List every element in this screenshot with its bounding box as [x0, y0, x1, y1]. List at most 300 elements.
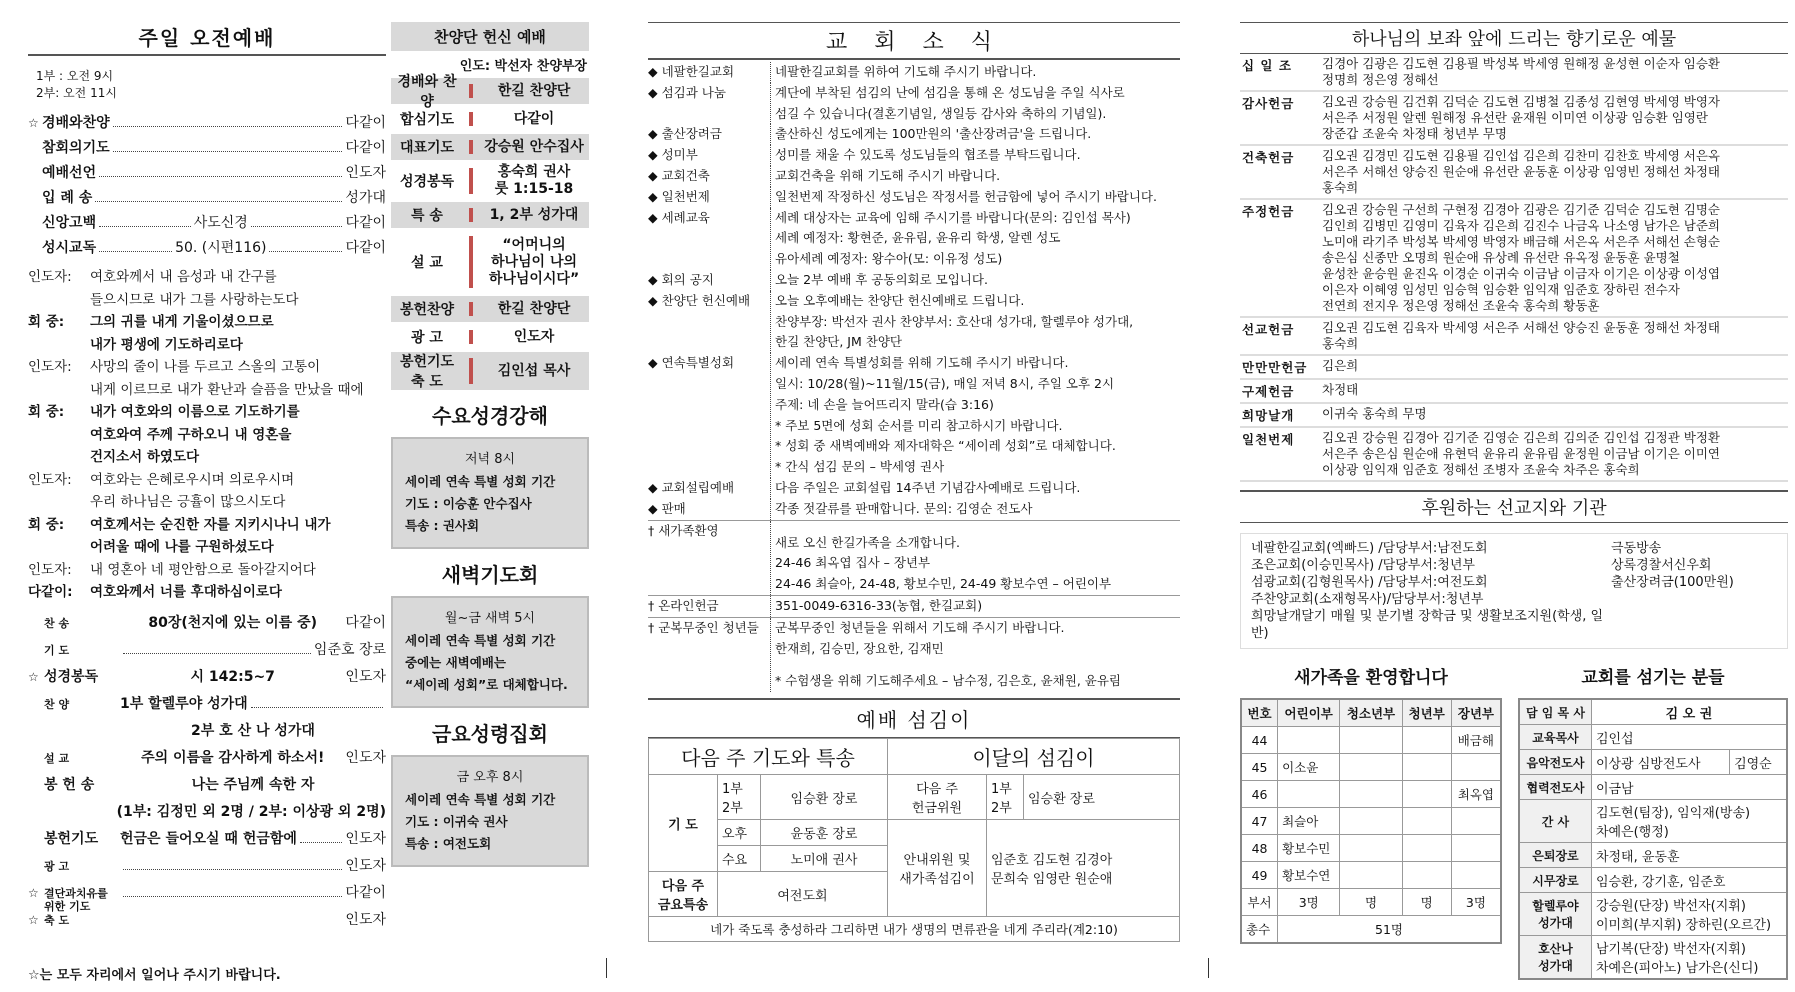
news-line: 다음 주일은 교회설립 14주년 기념감사예배로 드립니다. — [775, 479, 1081, 495]
responsive-reading — [28, 266, 386, 604]
order-label: 예배선언 — [42, 165, 97, 181]
news-item — [648, 478, 1180, 499]
new-family-row — [1241, 835, 1501, 862]
support-title: 후원하는 선교지와 기관 — [1240, 490, 1788, 523]
order-row — [28, 693, 386, 720]
new-family-cell — [1278, 781, 1340, 808]
dotted-leader — [123, 868, 342, 870]
news-label: † 새가족환영 — [648, 522, 719, 538]
servant-role: 교육목사 — [1519, 725, 1591, 750]
new-family-cell: 황보수연 — [1278, 862, 1340, 889]
responsive-line — [28, 536, 386, 559]
order-leader: 인도자 — [345, 165, 386, 181]
news-label: ◆ 연속특별성회 — [648, 355, 735, 371]
dotted-leader — [300, 841, 343, 843]
responsive-text: 내가 평생에 기도하리로다 — [90, 336, 243, 353]
choir-order-value: 강승원 안수집사 — [484, 138, 584, 155]
choir-order-row — [391, 322, 589, 350]
box-line: 특송 : 여전도회 — [405, 836, 492, 851]
news-item — [648, 270, 1180, 291]
servant-row — [1519, 725, 1787, 750]
order-label: 봉 헌 송 — [44, 776, 95, 793]
choir-order-label: 설 교 — [411, 255, 443, 271]
new-family-cell — [1340, 727, 1402, 754]
usher-names: 임준호 김도현 김경아 문희숙 임영란 원순애 — [986, 820, 1179, 917]
new-family-cell: 47 — [1241, 808, 1278, 835]
order-row — [28, 882, 386, 913]
church-news-list — [648, 62, 1180, 692]
choir-service-title: 찬양단 헌신 예배 — [391, 22, 589, 51]
dept-count-cell: 부서 — [1241, 889, 1278, 916]
choir-service-order — [391, 76, 589, 390]
standing-note: ☆는 모두 자리에서 일어나 주시기 바랍니다. — [28, 967, 281, 983]
servant-row — [1519, 868, 1787, 893]
choir-service-column — [391, 22, 589, 867]
dept-count-row — [1241, 889, 1501, 916]
offering-row — [1240, 145, 1788, 199]
responsive-text: 건지소서 하였도다 — [90, 449, 200, 465]
news-line: 한길 찬양단, JM 찬양단 — [775, 334, 902, 350]
box-line: 특송 : 권사회 — [405, 518, 480, 533]
news-item — [648, 353, 1180, 478]
friday-title: 금요성령집회 — [432, 722, 548, 746]
dotted-leader — [123, 895, 342, 897]
order-row — [28, 112, 386, 137]
order-label: 광 고 — [44, 859, 70, 873]
offering-row — [1240, 427, 1788, 481]
servant-role: 간 사 — [1519, 800, 1591, 843]
order-detail: 80장(천지에 있는 이름 중) — [148, 614, 318, 631]
servant-names: 남기복(단장) 박선자(지휘) 차예은(피아노) 남가은(신디) — [1591, 936, 1787, 980]
offering-row — [1240, 403, 1788, 427]
choir-order-value: 1, 2부 성가대 — [489, 206, 579, 223]
offering-category: 건축헌금 — [1240, 145, 1320, 199]
order-label: 찬 송 — [44, 616, 70, 630]
order-row — [28, 747, 386, 774]
speaker-label: 회 중: — [28, 404, 65, 420]
responsive-text: 우리 하나님은 긍휼이 많으시도다 — [90, 494, 286, 510]
servant-row — [1519, 800, 1787, 843]
support-row — [1251, 557, 1777, 574]
offering-category: 만만만헌금 — [1240, 355, 1320, 379]
news-item — [648, 83, 1180, 125]
dept-count-cell: 명 — [1402, 889, 1451, 916]
next-week-title: 다음 주 기도와 특송 — [649, 739, 888, 775]
column-header: 청년부 — [1402, 699, 1451, 727]
servant-names-2: 김영순 — [1730, 750, 1787, 775]
servant-role: 담 임 목 사 — [1519, 699, 1591, 725]
speaker-label — [28, 379, 90, 402]
news-label: ◆ 성미부 — [648, 147, 698, 163]
responsive-text: 여호께서는 순진한 자를 지키시나니 내가 — [90, 516, 331, 533]
choir-order-label: 합심기도 — [399, 112, 455, 128]
offering-names: 김경아 김광은 김도현 김용필 박성복 박세영 원해정 윤성현 이순자 임승환 정명희 정은영 정해선 — [1320, 54, 1788, 91]
offering-names: 차정태 — [1320, 379, 1788, 403]
support-item-2: 출산장려금(100만원) — [1611, 575, 1734, 590]
order-detail: 50. (시편116) — [175, 240, 267, 256]
order-row — [28, 639, 386, 666]
servant-row — [1519, 775, 1787, 800]
speaker-label: 회 중: — [28, 314, 65, 330]
responsive-text: 들으시므로 내가 그를 사랑하는도다 — [90, 291, 299, 308]
dept-count-cell: 3명 — [1451, 889, 1501, 916]
news-item — [648, 618, 1180, 692]
support-item: 희망날개달기 매월 및 분기별 장학금 및 생활보조지원(학생, 일반) — [1251, 609, 1604, 641]
order-detail: 헌금은 들어오실 때 헌금함에 — [120, 830, 297, 847]
news-body — [770, 124, 1180, 145]
choir-service-leader: 인도: 박선자 찬양부장 — [459, 59, 587, 74]
church-news-column — [648, 22, 1180, 942]
news-label: ◆ 회의 공지 — [648, 271, 714, 287]
news-item — [648, 124, 1180, 145]
servant-names: 김도현(팀장), 임익재(방송) 차예은(행정) — [1591, 800, 1787, 843]
dotted-leader — [269, 250, 342, 252]
order-row — [28, 137, 386, 162]
responsive-line — [28, 334, 386, 357]
box-line: 저녁 8시 — [464, 452, 516, 467]
news-line — [775, 659, 1180, 671]
usher-label: 안내위원 및 새가족섬김이 — [887, 820, 986, 917]
box-line: “세이레 성회”로 대체합니다. — [405, 677, 568, 692]
friday-special-value: 여전도회 — [718, 872, 888, 917]
responsive-text: 어려울 때에 나를 구원하셨도다 — [90, 539, 274, 555]
order-row — [28, 909, 386, 936]
news-item — [648, 291, 1180, 353]
responsive-line — [28, 514, 386, 537]
servant-role: 할렐루야 성가대 — [1519, 893, 1591, 936]
service-time-2: 2부: 오전 11시 — [36, 86, 117, 100]
support-item: 네팔한길교회(엑빠드) /담당부서:남전도회 — [1251, 541, 1488, 556]
news-body — [770, 291, 1180, 353]
order-label: 입 례 송 — [42, 190, 93, 206]
offering-column — [1240, 22, 1788, 980]
order-leader: 다같이 — [345, 115, 386, 131]
news-item — [648, 208, 1180, 270]
news-line: * 성회 중 새벽예배와 제자대학은 “세이레 성회”로 대체합니다. — [775, 438, 1116, 454]
offering-row — [1240, 199, 1788, 317]
order-leader: 인도자 — [345, 749, 386, 766]
responsive-text: 내게 이르므로 내가 환난과 슬픔을 만났을 때에 — [90, 381, 364, 398]
speaker-label: 인도자: — [28, 471, 72, 488]
wednesday-box — [391, 437, 589, 549]
order-row — [28, 720, 386, 747]
order-label: 참회의기도 — [42, 140, 110, 156]
speaker-label: 다같이: — [28, 584, 73, 600]
order-detail: 사도신경 — [193, 215, 248, 231]
news-item — [648, 187, 1180, 208]
total-label: 총수 — [1241, 916, 1278, 944]
news-line: 세례 예정자: 황현준, 윤유림, 윤유리 학생, 알렌 성도 — [775, 230, 1061, 246]
fold-mark-1 — [606, 958, 607, 978]
news-body — [770, 166, 1180, 187]
order-leader: 임준호 장로 — [313, 641, 386, 658]
support-list — [1240, 533, 1788, 649]
month-servants-title: 이달의 섬김이 — [887, 739, 1179, 775]
total-row — [1241, 916, 1501, 944]
new-family-cell — [1451, 808, 1501, 835]
news-body — [770, 478, 1180, 499]
news-body — [770, 62, 1180, 83]
new-family-cell: 44 — [1241, 727, 1278, 754]
order-leader: 성가대 — [345, 190, 386, 206]
news-line: 섬길 수 있습니다(결혼기념일, 생일등 감사와 축하의 기념일). — [775, 105, 1107, 121]
divider-bar — [469, 168, 473, 194]
order-row — [28, 187, 386, 212]
news-item — [648, 521, 1180, 595]
news-item — [648, 145, 1180, 166]
offering-category: 희망날개 — [1240, 403, 1320, 427]
servant-names: 이금남 — [1591, 775, 1787, 800]
choir-order-label: 대표기도 — [399, 140, 455, 156]
dotted-leader — [251, 225, 343, 227]
news-line: 찬양부장: 박선자 권사 찬양부서: 호산대 성가대, 할렐루야 성가대, — [775, 313, 1134, 329]
offering-category: 일천번제 — [1240, 427, 1320, 481]
choir-order-label: 성경봉독 — [399, 174, 455, 190]
speaker-label — [28, 424, 90, 447]
responsive-line — [28, 379, 386, 402]
column-header: 청소년부 — [1340, 699, 1402, 727]
offering-row — [1240, 355, 1788, 379]
service-team-table — [648, 738, 1180, 942]
fold-mark-2 — [1208, 958, 1209, 978]
order-leader: 인도자 — [345, 830, 386, 847]
choir-order-row — [391, 350, 589, 390]
prayer-name-1: 임승환 장로 — [761, 775, 888, 820]
box-line: 중에는 새벽예배는 — [405, 655, 506, 670]
news-line: 일시: 10/28(월)~11월/15(금), 매일 저녁 8시, 주일 오후 2시 — [775, 375, 1115, 391]
new-family-cell: 49 — [1241, 862, 1278, 889]
news-line: 군복무중인 청년들을 위해서 기도해 주시기 바랍니다. — [775, 619, 1065, 635]
service-times — [36, 68, 386, 102]
news-line: 24-46 최슬아, 24-48, 황보수민, 24-49 황보수연 – 어린이부 — [775, 576, 1112, 592]
prayer-name-3: 노미애 권사 — [761, 846, 888, 872]
prayer-slot-3: 수요 — [718, 846, 761, 872]
support-item: 조은교회(이승민목사) /담당부서:청년부 — [1251, 558, 1475, 573]
choir-order-label: 봉헌찬양 — [399, 302, 455, 318]
order-row — [28, 237, 386, 262]
choir-order-value: 한길 찬양단 — [497, 82, 571, 99]
order-leader: 다같이 — [345, 884, 386, 901]
servant-role: 협력전도사 — [1519, 775, 1591, 800]
servant-row — [1519, 936, 1787, 980]
responsive-line — [28, 581, 386, 604]
news-label: ◆ 네팔한길교회 — [648, 64, 735, 79]
offering-row — [1240, 54, 1788, 91]
new-family-cell — [1451, 835, 1501, 862]
servant-names: 이상광 심방전도사 — [1591, 750, 1729, 775]
offering-category: 주정헌금 — [1240, 199, 1320, 317]
order-row — [28, 612, 386, 639]
choir-order-value: 다같이 — [513, 110, 555, 127]
news-label: ◆ 판매 — [648, 500, 686, 516]
responsive-line — [28, 356, 386, 379]
choir-order-row — [391, 74, 589, 110]
news-body — [770, 499, 1180, 520]
order-row — [28, 828, 386, 855]
news-body — [770, 270, 1180, 291]
dotted-leader — [251, 706, 383, 708]
news-body — [770, 208, 1180, 270]
news-line: 유아세례 예정자: 왕수아(모: 이유정 성도) — [775, 251, 1003, 267]
new-family-header-row — [1241, 699, 1501, 727]
news-line: 각종 젓갈류를 판매합니다. 문의: 김영순 전도사 — [775, 500, 1033, 516]
order-label: 찬 양 — [44, 697, 70, 711]
speaker-label — [28, 491, 90, 514]
order-star: ☆ — [28, 912, 39, 927]
offering-names: 김오권 강승원 김건휘 김덕순 김도현 김병철 김종성 김현영 박세영 박영자 서은주 서정원 알렌 원해정 유선란 윤재원 이미연 이상광 임승환 임영란 장준갑 조윤숙 차정태 청년부 무명 — [1320, 91, 1788, 145]
column-header: 번호 — [1241, 699, 1278, 727]
offering-category: 선교헌금 — [1240, 317, 1320, 355]
new-family-cell — [1402, 808, 1451, 835]
order-detail: 1부 할렐루야 성가대 — [120, 695, 248, 712]
servant-names: 강승원(단장) 박선자(지휘) 이미희(부지휘) 장하린(오르간) — [1591, 893, 1787, 936]
news-line: 오늘 2부 예배 후 공동의회로 모입니다. — [775, 271, 988, 287]
order-label: 결단과치유를 위한 기도 — [44, 886, 108, 913]
news-body — [770, 596, 1180, 617]
support-item-2: 극동방송 — [1611, 541, 1662, 556]
new-family-cell — [1402, 835, 1451, 862]
order-detail: 주의 이름을 감사하게 하소서! — [141, 749, 325, 766]
box-line: 세이레 연속 특별 성회 기간 — [405, 633, 556, 648]
news-label: ◆ 세례교육 — [648, 209, 710, 225]
order-star: ☆ — [28, 116, 39, 130]
order-label: 성경봉독 — [44, 668, 99, 685]
box-line: 금 오후 8시 — [456, 770, 524, 785]
order-label: 설 교 — [44, 751, 70, 765]
dotted-leader — [113, 150, 343, 152]
order-leader: 다같이 — [345, 140, 386, 156]
support-item-2: 상록경찰서신우회 — [1611, 558, 1712, 573]
new-family-cell — [1402, 862, 1451, 889]
news-line: 24-46 최옥엽 집사 – 장년부 — [775, 555, 931, 571]
news-item — [648, 596, 1180, 617]
choir-order-label: 광 고 — [411, 330, 443, 346]
church-news-title: 교 회 소 식 — [648, 22, 1180, 60]
dotted-leader — [99, 225, 191, 227]
order-detail: 시 142:5~7 — [190, 668, 275, 685]
responsive-line — [28, 424, 386, 447]
support-item: 섬광교회(김형원목사) /담당부서:여전도회 — [1251, 575, 1488, 590]
prayer-label: 기 도 — [649, 775, 718, 872]
order-label: 성시교독 — [42, 240, 97, 256]
servant-role: 음악전도사 — [1519, 750, 1591, 775]
order-of-worship — [28, 112, 386, 262]
dept-count-cell: 3명 — [1278, 889, 1340, 916]
order-label: 경배와찬양 — [42, 115, 110, 131]
servant-role: 시무장로 — [1519, 868, 1591, 893]
choir-order-value: 홍숙희 권사 룻 1:15-18 — [494, 164, 574, 197]
offering-row — [1240, 91, 1788, 145]
offering-category: 십 일 조 — [1240, 54, 1320, 91]
morning-worship-title: 주일 오전예배 — [28, 22, 386, 56]
news-line: 세례 대상자는 교육에 임해 주시기를 바랍니다(문의: 김인섭 목사) — [775, 209, 1131, 225]
box-line: 세이레 연속 특별 성회 기간 — [405, 792, 556, 807]
order-detail: (1부: 김정민 외 2명 / 2부: 이상광 외 2명) — [116, 803, 386, 820]
offering-team-label: 다음 주 헌금위원 — [887, 775, 986, 820]
new-family-cell — [1340, 835, 1402, 862]
servant-row — [1519, 750, 1787, 775]
prayer-slot-1: 1부 2부 — [718, 775, 761, 820]
servant-role: 은퇴장로 — [1519, 843, 1591, 868]
news-item — [648, 499, 1180, 520]
new-family-cell — [1402, 754, 1451, 781]
choir-order-row — [391, 294, 589, 322]
order-row — [28, 774, 386, 801]
choir-order-value: 인도자 — [513, 328, 555, 345]
order-of-worship-2 — [28, 612, 386, 936]
news-line: 새로 오신 한길가족을 소개합니다. — [775, 534, 960, 550]
order-label: 축 도 — [44, 913, 70, 927]
offering-team-slot: 1부 2부 — [986, 775, 1023, 820]
memory-verse: 네가 죽도록 충성하라 그리하면 내가 생명의 면류관을 네게 주리라(계2:10) — [649, 917, 1180, 942]
order-leader: 인도자 — [345, 668, 386, 685]
speaker-label: 인도자: — [28, 269, 72, 285]
responsive-line — [28, 401, 386, 424]
order-detail: 나는 주님께 속한 자 — [191, 776, 315, 793]
divider-bar — [469, 208, 473, 222]
offering-title: 하나님의 보좌 앞에 드리는 향기로운 예물 — [1240, 22, 1788, 54]
morning-worship-column — [28, 22, 387, 983]
new-family-cell: 황보수민 — [1278, 835, 1340, 862]
offering-table — [1240, 54, 1788, 482]
new-family-cell: 이소윤 — [1278, 754, 1340, 781]
new-family-cell: 배금해 — [1451, 727, 1501, 754]
new-family-cell — [1402, 727, 1451, 754]
new-family-cell — [1340, 808, 1402, 835]
news-line: 계단에 부착된 섬김의 난에 섬김을 통해 온 성도님을 주일 식사로 — [775, 84, 1125, 100]
speaker-label — [28, 536, 90, 559]
box-line: 세이레 연속 특별 성회 기간 — [405, 474, 556, 489]
total-value: 51명 — [1278, 916, 1501, 944]
news-label: ◆ 찬양단 헌신예배 — [648, 292, 751, 308]
servant-names: 차정태, 윤동훈 — [1591, 843, 1787, 868]
new-family-cell — [1340, 781, 1402, 808]
offering-names: 김오권 김경민 김도현 김용필 김인섭 김은희 김찬미 김찬호 박세영 서은옥 서은주 서해선 양승진 원순애 유선란 윤동훈 이상광 임영빈 정해선 차정태 홍숙희 — [1320, 145, 1788, 199]
news-item — [648, 166, 1180, 187]
servant-role: 호산나 성가대 — [1519, 936, 1591, 980]
choir-order-row — [391, 160, 589, 200]
dotted-leader — [99, 175, 342, 177]
news-line: 교회건축을 위해 기도해 주시기 바랍니다. — [775, 167, 1001, 183]
support-row — [1251, 540, 1777, 557]
offering-names: 이귀숙 홍숙희 무명 — [1320, 403, 1788, 427]
choir-order-label: 봉헌기도 축 도 — [399, 354, 455, 390]
servant-names: 김 오 권 — [1591, 699, 1787, 725]
responsive-text: 사망의 줄이 나를 두르고 스올의 고통이 — [90, 359, 321, 375]
order-row — [28, 162, 386, 187]
new-family-cell — [1340, 862, 1402, 889]
order-row — [28, 212, 386, 237]
news-label: ◆ 교회건축 — [648, 167, 710, 183]
speaker-label: 회 중: — [28, 516, 65, 533]
support-row — [1251, 574, 1777, 591]
dotted-leader — [99, 250, 172, 252]
servants-table — [1518, 698, 1788, 980]
dotted-leader — [95, 200, 342, 202]
news-line: * 주보 5면에 성회 순서를 미리 참고하시기 바랍니다. — [775, 417, 1063, 433]
order-leader: 다같이 — [345, 614, 386, 631]
servant-names: 임승환, 강기훈, 임준호 — [1591, 868, 1787, 893]
offering-names: 김오권 강승원 구선희 구현정 김경아 김광은 김기준 김덕순 김도현 김명순 김인희 김병민 김영미 김육자 김은희 김진수 나금옥 나소영 남가은 남준희 노미애 라기주 박성복 박세영 박영자 배금해 서은옥 서은주 서해선 손형순 송은심 신종만 오명희 원순애 유상례 유선란 유옥정 윤동훈 윤명철 윤성찬 윤승원 윤진옥 이경순 이귀숙 이금남 이금자 이기은 이상광 이성엽 이은자 이혜영 임성민 임승혁 임승환 임익재 임준호 장하린 전수자 전연희 전지우 정은영 정해선 조윤숙 홍숙희 황동훈 — [1320, 199, 1788, 317]
news-body — [770, 521, 1180, 595]
news-label: ◆ 출산장려금 — [648, 126, 722, 142]
news-line: 네팔한길교회를 위하여 기도해 주시기 바랍니다. — [775, 64, 1037, 79]
news-line: * 간식 섬김 문의 – 박세영 권사 — [775, 459, 945, 475]
news-line: 세이레 연속 특별성회를 위해 기도해 주시기 바랍니다. — [775, 355, 1069, 371]
support-row — [1251, 591, 1777, 608]
new-family-row — [1241, 727, 1501, 754]
news-label: ◆ 일천번제 — [648, 188, 710, 204]
